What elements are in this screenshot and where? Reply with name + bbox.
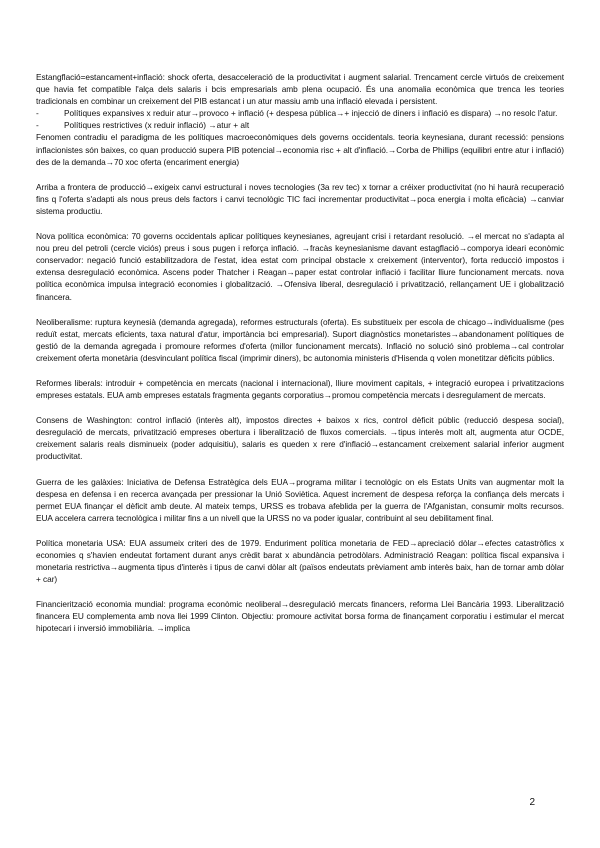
bullet-text: Polítiques expansives x reduir atur→provoco + inflació (+ despesa pública→+ injecció de diners i inflació es dispara) →no resolc l'atur.	[64, 108, 558, 119]
document-body	[36, 71, 564, 635]
paragraph-us-monetary-policy: Política monetaria USA: EUA assumeix criteri des de 1979. Enduriment política monetaria de FED→apreciació dòlar→efectes catastròfics x economies q s'havien endeutat fortament durant anys crèdit barat x abundància petrodòlars. Administració Reagan: política fiscal expansiva i monetaria restrictiva→augmenta tipus d'interès i tipus de canvi dòlar alt (països endeutats prèviament amb interès baix, han de tornar amb dòlar + car)	[36, 537, 564, 585]
paragraph-stagflation: Estangflació=estancament+inflació: shock oferta, desacceleració de la productivitat i augment salarial. Trencament cercle virtuós de creixement que havia fet compatible l'alça dels salaris i bcis empresarials amb plena ocupació. És una anomalia econòmica que trenca les teories tradicionals en combinar un creixement del PIB estancat i un atur massiu amb una inflació elevada i persistent.	[36, 72, 564, 107]
paragraph-new-economic-policy: Nova política econòmica: 70 governs occidentals aplicar polítiques keynesianes, agreujant crisi i retardant resolució. →el mercat no s'adapta al nou preu del petroli (cercle viciós) preus i sous pugen i reforça inflació. →fracàs keynesianisme davant estagflació→comporya ideari econòmic conservador: negació funció estabilitzadora de l'estat, idea estat com principal obstacle x creixement (interventor), forta reducció impostos i extensa desregulació econòmica. Ascens poder Thatcher i Reagan→paper estat controlar inflació i facilitar lliure funcionament mercats. nova política econòmica impulsa integració economies i globalització. →Ofensiva liberal, desregulació i privatització, rellançament UE i globalització financera.	[36, 231, 564, 302]
paragraph-financialization: Financierització economia mundial: programa econòmic neoliberal→desregulació mercats financers, reforma Llei Bancària 1993. Liberalització financera EU complementa amb nova llei 1999 Clinton. Objectiu: promoure activitat borsa forma de finançament corporatiu i estimular el mercat hipotecari i inversió immobiliària. →implica	[36, 599, 564, 634]
paragraph-phillips: Fenomen contradiu el paradigma de les polítiques macroeconòmiques dels governs occidentals. teoria keynesiana, durant recessió: pensions inflacionistes són baixes, co quan producció supera PIB potencial→economia risc + alt d'inflació.→Corba de Phillips (equilibri entre atur i inflació) des de la demanda→70 xoc oferta (encariment energia)	[36, 132, 564, 167]
paragraph-production-frontier: Arriba a frontera de producció→exigeix canvi estructural i noves tecnologies (3a rev tec) x tornar a créixer productivitat (no hi haurà recuperació fins q l'oferta s'adapti als nous preus dels factors i canvi tecnològic TIC faci incrementar productivitat→poca energia i molta eficàcia) →canviar sistema productiu.	[36, 181, 564, 216]
page-number: 2	[529, 797, 535, 808]
paragraph-washington-consensus: Consens de Washington: control inflació (interès alt), impostos directes + baixos x rics, control dèficit públic (reducció despesa social), desregulació de mercats, privatització empreses obertura i liberalització de fluxos comercials. →tipus interès molt alt, augmenta atur OCDE, creixement salaris reals disminueix (poder adquisitiu), salaris es queden x rere d'inflació→estancament creixement salarial inferior augment productivitat.	[36, 415, 564, 462]
paragraph-liberal-reforms: Reformes liberals: introduir + competència en mercats (nacional i internacional), lliure moviment capitals, + integració europea i privatitzacions empreses estatals. EUA amb empreses estatals fragmenta gegants corporatius→promou competència mercats i desregulament de mercats.	[36, 377, 564, 401]
paragraph-neoliberalism: Neoliberalisme: ruptura keynesià (demanda agregada), reformes estructurals (oferta). Es substitueix per escola de chicago→individualisme (pes reduït estat, mercats eficients, taxa natural d'atur, importància bci empresarial). Suport diagnòstics monetaristes→abandonament polítiques de gestió de la demanda agregada i promoure reformes d'oferta (millor funcionament mercats). Inflació no solució sinó problema→cal controlar creixement oferta monetària (desvinculant política fiscal (imprimir diners), bc autonomia ministeris d'Hisenda q volen monetitzar dèficits públics.	[36, 316, 564, 363]
bullet-expansive-policies	[36, 107, 564, 119]
bullet-dash: -	[36, 108, 39, 119]
paragraph-star-wars: Guerra de les galàxies: Iniciativa de Defensa Estratègica dels EUA→programa militar i tecnològic on els Estats Units van augmentar molt la despesa en defensa i en recerca avançada per pressionar la Unió Soviètica. Aquest increment de despesa reforça la confiança dels mercats i permet EUA finançar el dèficit amb deute. Al mateix temps, URSS es trobava afeblida per la guerra de l'Afganistan, consumir molts recursos. EUA accelera carrera tecnològica i militar fins a un nivell que la URSS no va poder igualar, contribuint al seu debilitament final.	[36, 476, 564, 523]
bullet-dash: -	[36, 120, 39, 131]
bullet-text: Polítiques restrictives (x reduir inflació) →atur + alt	[64, 120, 250, 131]
bullet-restrictive-policies	[36, 119, 564, 131]
